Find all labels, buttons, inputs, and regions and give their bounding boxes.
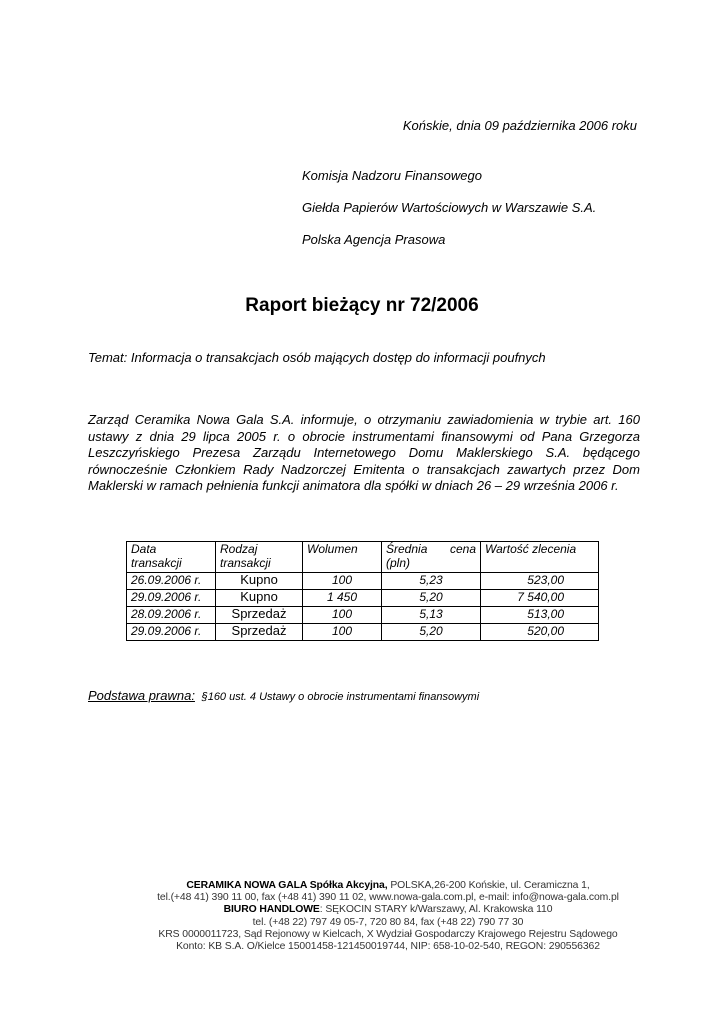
footer-line-2: tel.(+48 41) 390 11 00, fax (+48 41) 390 11 02, www.nowa-gala.com.pl, e-mail: info@nowa-gala.com.pl <box>157 892 619 904</box>
cell-type: Kupno <box>216 590 303 607</box>
recipient-knf: Komisja Nadzoru Finansowego <box>302 168 482 183</box>
cell-price: 5,20 <box>382 590 481 607</box>
cell-value: 7 540,00 <box>481 590 599 607</box>
cell-volume: 1 450 <box>303 590 382 607</box>
header-type: Rodzaj transakcji <box>216 542 303 573</box>
cell-date: 29.09.2006 r. <box>127 624 216 641</box>
cell-value: 520,00 <box>481 624 599 641</box>
cell-date: 28.09.2006 r. <box>127 607 216 624</box>
cell-type: Sprzedaż <box>216 624 303 641</box>
cell-price: 5,20 <box>382 624 481 641</box>
cell-price: 5,23 <box>382 573 481 590</box>
cell-price: 5,13 <box>382 607 481 624</box>
cell-value: 513,00 <box>481 607 599 624</box>
cell-volume: 100 <box>303 607 382 624</box>
report-subject: Temat: Informacja o transakcjach osób mających dostęp do informacji poufnych <box>88 350 546 365</box>
footer-line-1: CERAMIKA NOWA GALA Spółka Akcyjna, POLSKA,26-200 Końskie, ul. Ceramiczna 1, <box>186 880 590 891</box>
footer-line-6: Konto: KB S.A. O/Kielce 15001458-121450019744, NIP: 658-10-02-540, REGON: 290556362 <box>176 941 600 953</box>
cell-volume: 100 <box>303 624 382 641</box>
company-footer <box>96 880 680 953</box>
cell-date: 26.09.2006 r. <box>127 573 216 590</box>
report-body: Zarząd Ceramika Nowa Gala S.A. informuje, o otrzymaniu zawiadomienia w trybie art. 160 ustawy z dnia 29 lipca 2005 r. o obrocie instrumentami finansowymi od Pana Grzegorza Leszczyńskiego Prezesa Zarządu Internetowego Domu Maklerskiego S.A. będącego równocześnie Członkiem Rady Nadzorczej Emitenta o transakcjach zawartych przez Dom Maklerski w ramach pełnienia funkcji animatora dla spółki w dniach 26 – 29 września 2006 r. <box>88 412 640 493</box>
legal-basis-label: Podstawa prawna: <box>88 688 195 703</box>
header-volume: Wolumen <box>303 542 382 573</box>
table-header-row <box>127 542 599 573</box>
footer-line-3: BIURO HANDLOWE: SĘKOCIN STARY k/Warszawy, Al. Krakowska 110 <box>223 904 553 916</box>
date-line: Końskie, dnia 09 października 2006 roku <box>402 118 637 133</box>
header-value: Wartość zlecenia <box>481 542 599 573</box>
footer-line-4: tel. (+48 22) 797 49 05-7, 720 80 84, fax (+48 22) 790 77 30 <box>252 916 524 928</box>
table-row <box>127 624 599 641</box>
cell-type: Kupno <box>216 573 303 590</box>
header-price: Średnia cena (pln) <box>382 542 481 573</box>
legal-basis-text: §160 ust. 4 Ustawy o obrocie instrumentami finansowymi <box>201 691 480 703</box>
legal-basis <box>88 688 479 703</box>
table-row <box>127 590 599 607</box>
transactions-table <box>126 541 599 641</box>
recipient-pap: Polska Agencja Prasowa <box>302 232 446 247</box>
cell-value: 523,00 <box>481 573 599 590</box>
cell-type: Sprzedaż <box>216 607 303 624</box>
table-row <box>127 607 599 624</box>
footer-line-5: KRS 0000011723, Sąd Rejonowy w Kielcach, X Wydział Gospodarczy Krajowego Rejestru Sądowego <box>158 928 618 940</box>
cell-volume: 100 <box>303 573 382 590</box>
recipient-gpw: Giełda Papierów Wartościowych w Warszawie S.A. <box>302 200 597 215</box>
cell-date: 29.09.2006 r. <box>127 590 216 607</box>
header-date: Data transakcji <box>127 542 216 573</box>
table-row <box>127 573 599 590</box>
report-title: Raport bieżący nr 72/2006 <box>245 295 479 316</box>
